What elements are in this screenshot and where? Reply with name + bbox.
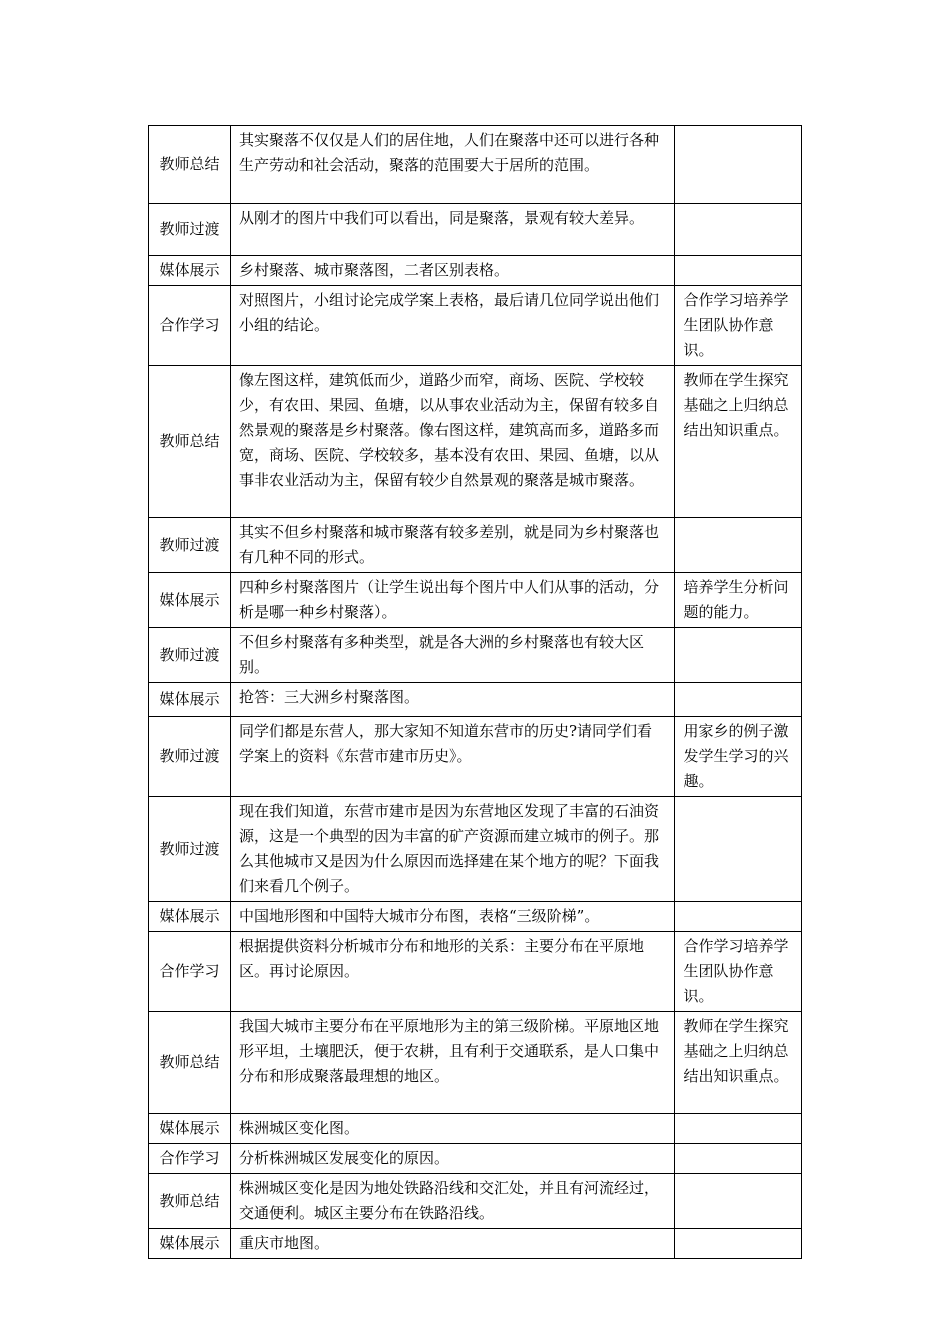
intent-cell	[675, 628, 802, 683]
table-row	[149, 628, 802, 683]
step-type-cell: 教师总结	[149, 366, 231, 518]
intent-cell	[675, 126, 802, 204]
intent-cell: 用家乡的例子激发学生学习的兴趣。	[675, 717, 802, 797]
table-row	[149, 1114, 802, 1144]
content-cell: 不但乡村聚落有多种类型，就是各大洲的乡村聚落也有较大区别。	[231, 628, 675, 683]
table-row	[149, 518, 802, 573]
table-row	[149, 1229, 802, 1259]
table-row	[149, 1012, 802, 1114]
table-row	[149, 126, 802, 204]
content-cell: 从刚才的图片中我们可以看出，同是聚落，景观有较大差异。	[231, 204, 675, 256]
intent-cell	[675, 518, 802, 573]
content-cell: 重庆市地图。	[231, 1229, 675, 1259]
step-type-cell: 媒体展示	[149, 683, 231, 717]
intent-cell: 教师在学生探究基础之上归纳总结出知识重点。	[675, 366, 802, 518]
step-type-cell: 教师过渡	[149, 717, 231, 797]
step-type-cell: 教师过渡	[149, 204, 231, 256]
lesson-plan-table	[148, 125, 802, 1259]
intent-cell	[675, 1144, 802, 1174]
content-cell: 现在我们知道，东营市建市是因为东营地区发现了丰富的石油资源，这是一个典型的因为丰富的矿产资源而建立城市的例子。那么其他城市又是因为什么原因而选择建在某个地方的呢？下面我们来看几个例子。	[231, 797, 675, 902]
content-cell: 四种乡村聚落图片（让学生说出每个图片中人们从事的活动，分析是哪一种乡村聚落）。	[231, 573, 675, 628]
step-type-cell: 媒体展示	[149, 573, 231, 628]
intent-cell: 合作学习培养学生团队协作意识。	[675, 286, 802, 366]
step-type-cell: 媒体展示	[149, 1114, 231, 1144]
table-row	[149, 366, 802, 518]
content-cell: 株洲城区变化是因为地处铁路沿线和交汇处，并且有河流经过，交通便利。城区主要分布在铁路沿线。	[231, 1174, 675, 1229]
content-cell: 像左图这样，建筑低而少，道路少而窄，商场、医院、学校较少，有农田、果园、鱼塘，以从事农业活动为主，保留有较多自然景观的聚落是乡村聚落。像右图这样，建筑高而多，道路多而宽，商场、医院、学校较多，基本没有农田、果园、鱼塘，以从事非农业活动为主，保留有较少自然景观的聚落是城市聚落。	[231, 366, 675, 518]
step-type-cell: 教师过渡	[149, 518, 231, 573]
step-type-cell: 媒体展示	[149, 1229, 231, 1259]
intent-cell	[675, 902, 802, 932]
content-cell: 株洲城区变化图。	[231, 1114, 675, 1144]
step-type-cell: 媒体展示	[149, 902, 231, 932]
table-row	[149, 797, 802, 902]
step-type-cell: 合作学习	[149, 932, 231, 1012]
step-type-cell: 合作学习	[149, 286, 231, 366]
intent-cell: 合作学习培养学生团队协作意识。	[675, 932, 802, 1012]
table-row	[149, 204, 802, 256]
content-cell: 中国地形图和中国特大城市分布图，表格“三级阶梯”。	[231, 902, 675, 932]
intent-cell	[675, 1114, 802, 1144]
intent-cell	[675, 797, 802, 902]
content-cell: 我国大城市主要分布在平原地形为主的第三级阶梯。平原地区地形平坦，土壤肥沃，便于农耕，且有利于交通联系，是人口集中分布和形成聚落最理想的地区。	[231, 1012, 675, 1114]
step-type-cell: 教师总结	[149, 1174, 231, 1229]
content-cell: 根据提供资料分析城市分布和地形的关系：主要分布在平原地区。再讨论原因。	[231, 932, 675, 1012]
content-cell: 其实不但乡村聚落和城市聚落有较多差别，就是同为乡村聚落也有几种不同的形式。	[231, 518, 675, 573]
table-row	[149, 286, 802, 366]
table-row	[149, 1144, 802, 1174]
content-cell: 抢答：三大洲乡村聚落图。	[231, 683, 675, 717]
intent-cell	[675, 256, 802, 286]
intent-cell: 培养学生分析问题的能力。	[675, 573, 802, 628]
content-cell: 同学们都是东营人，那大家知不知道东营市的历史?请同学们看学案上的资料《东营市建市历史》。	[231, 717, 675, 797]
content-cell: 乡村聚落、城市聚落图，二者区别表格。	[231, 256, 675, 286]
intent-cell	[675, 1229, 802, 1259]
table-row	[149, 683, 802, 717]
content-cell: 其实聚落不仅仅是人们的居住地，人们在聚落中还可以进行各种生产劳动和社会活动，聚落的范围要大于居所的范围。	[231, 126, 675, 204]
table-row	[149, 902, 802, 932]
table-row	[149, 1174, 802, 1229]
content-cell: 分析株洲城区发展变化的原因。	[231, 1144, 675, 1174]
lesson-plan-body	[149, 126, 802, 1259]
step-type-cell: 教师总结	[149, 1012, 231, 1114]
step-type-cell: 教师过渡	[149, 628, 231, 683]
table-row	[149, 573, 802, 628]
table-row	[149, 932, 802, 1012]
content-cell: 对照图片，小组讨论完成学案上表格，最后请几位同学说出他们小组的结论。	[231, 286, 675, 366]
step-type-cell: 教师总结	[149, 126, 231, 204]
intent-cell	[675, 204, 802, 256]
step-type-cell: 媒体展示	[149, 256, 231, 286]
step-type-cell: 合作学习	[149, 1144, 231, 1174]
intent-cell	[675, 683, 802, 717]
intent-cell	[675, 1174, 802, 1229]
intent-cell: 教师在学生探究基础之上归纳总结出知识重点。	[675, 1012, 802, 1114]
table-row	[149, 256, 802, 286]
step-type-cell: 教师过渡	[149, 797, 231, 902]
table-row	[149, 717, 802, 797]
